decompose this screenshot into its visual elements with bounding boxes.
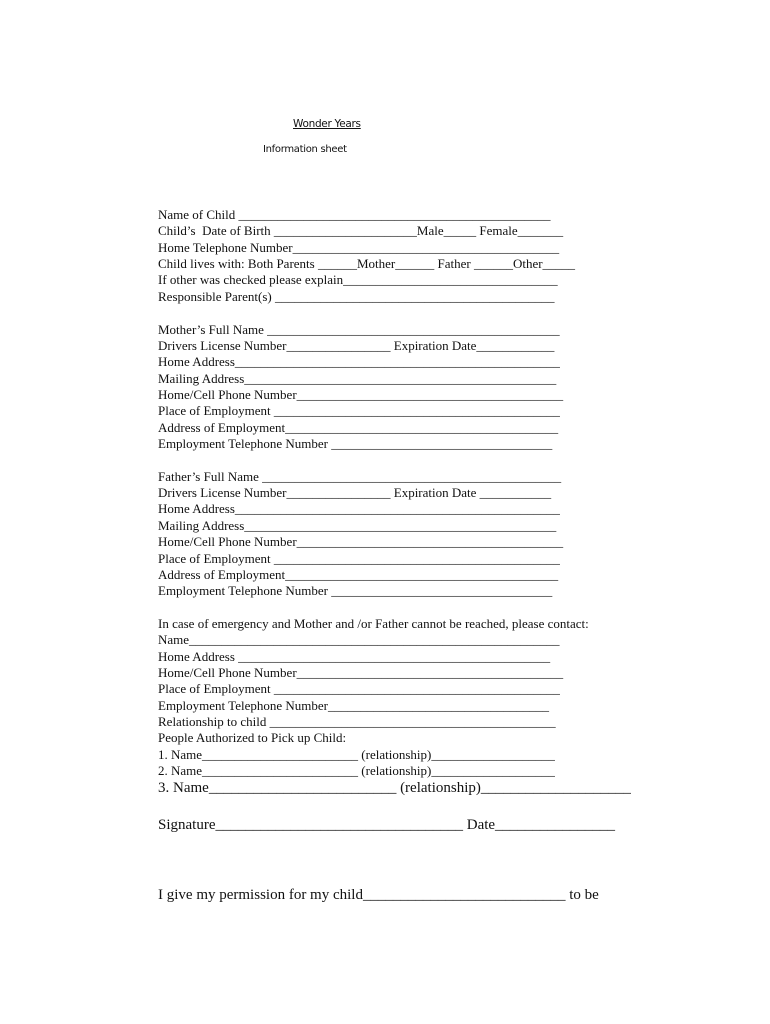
mother-home-address-field[interactable]: Home Address__________________________________________________	[158, 354, 560, 369]
form-title: Wonder Years	[293, 118, 361, 130]
mother-employment-field[interactable]: Place of Employment ____________________________________________	[158, 403, 560, 418]
form-subtitle: Information sheet	[263, 144, 347, 155]
father-license-field[interactable]: Drivers License Number________________ Expiration Date ___________	[158, 485, 552, 500]
emergency-relationship-field[interactable]: Relationship to child ____________________________________________	[158, 714, 556, 729]
father-employment-phone-field[interactable]: Employment Telephone Number __________________________________	[158, 583, 553, 598]
permission-statement[interactable]: I give my permission for my child___________________________ to be	[158, 887, 599, 903]
mother-mailing-address-field[interactable]: Mailing Address________________________________________________	[158, 371, 557, 386]
other-explain-field[interactable]: If other was checked please explain_________________________________	[158, 272, 558, 287]
emergency-phone-field[interactable]: Home/Cell Phone Number_________________________________________	[158, 665, 564, 680]
emergency-employment-field[interactable]: Place of Employment ____________________________________________	[158, 681, 560, 696]
child-name-field[interactable]: Name of Child ________________________________________________	[158, 207, 551, 222]
signature-date-field[interactable]: Signature_________________________________ Date________________	[158, 817, 616, 833]
child-dob-gender-field[interactable]: Child’s Date of Birth ______________________Male_____ Female_______	[158, 223, 564, 238]
pickup-3-field[interactable]: 3. Name_________________________ (relationship)____________________	[158, 780, 631, 796]
father-full-name-field[interactable]: Father’s Full Name ______________________________________________	[158, 469, 562, 484]
father-employment-address-field[interactable]: Address of Employment__________________________________________	[158, 567, 559, 582]
pickup-2-field[interactable]: 2. Name________________________ (relationship)___________________	[158, 763, 555, 778]
father-phone-field[interactable]: Home/Cell Phone Number_________________________________________	[158, 534, 564, 549]
pickup-1-field[interactable]: 1. Name________________________ (relationship)___________________	[158, 747, 555, 762]
emergency-name-field[interactable]: Name_________________________________________________________	[158, 632, 560, 647]
mother-full-name-field[interactable]: Mother’s Full Name _____________________________________________	[158, 322, 560, 337]
mother-employment-address-field[interactable]: Address of Employment__________________________________________	[158, 420, 559, 435]
emergency-home-address-field[interactable]: Home Address ________________________________________________	[158, 649, 551, 664]
emergency-intro: In case of emergency and Mother and /or Father cannot be reached, please contact:	[158, 616, 589, 631]
father-mailing-address-field[interactable]: Mailing Address________________________________________________	[158, 518, 557, 533]
emergency-employment-phone-field[interactable]: Employment Telephone Number__________________________________	[158, 698, 549, 713]
mother-phone-field[interactable]: Home/Cell Phone Number_________________________________________	[158, 387, 564, 402]
mother-license-field[interactable]: Drivers License Number________________ Expiration Date____________	[158, 338, 555, 353]
home-telephone-field[interactable]: Home Telephone Number_________________________________________	[158, 240, 560, 255]
responsible-parent-field[interactable]: Responsible Parent(s) ___________________________________________	[158, 289, 555, 304]
mother-employment-phone-field[interactable]: Employment Telephone Number __________________________________	[158, 436, 553, 451]
authorized-pickup-heading: People Authorized to Pick up Child:	[158, 730, 347, 745]
father-employment-field[interactable]: Place of Employment ____________________________________________	[158, 551, 560, 566]
father-home-address-field[interactable]: Home Address__________________________________________________	[158, 501, 560, 516]
child-lives-with-field[interactable]: Child lives with: Both Parents ______Mother______ Father ______Other_____	[158, 256, 576, 271]
